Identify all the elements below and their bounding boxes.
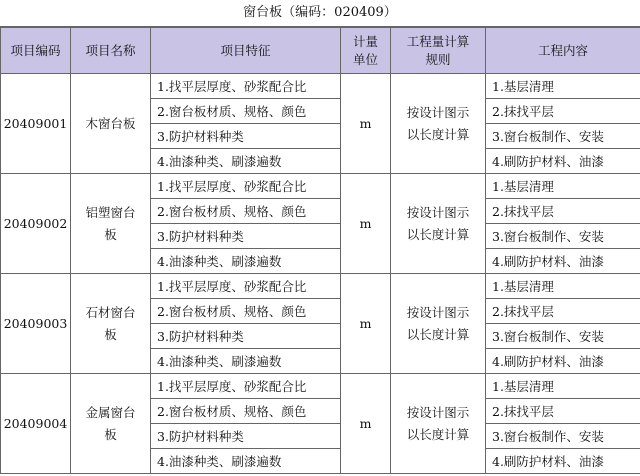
- item-code: 20409003: [1, 274, 71, 374]
- item-name-line1: 木窗台板: [85, 115, 136, 131]
- header-rule-line1: 工程量计算: [406, 33, 470, 49]
- item-feature: 4.油漆种类、刷漆遍数: [151, 449, 341, 474]
- item-feature: 3.防护材料种类: [151, 424, 341, 449]
- item-feature: 2.窗台板材质、规格、颜色: [151, 299, 341, 324]
- item-content: 1.基层清理: [486, 374, 640, 399]
- item-rule: [391, 74, 486, 174]
- item-feature: 1.找平层厚度、砂浆配合比: [151, 74, 341, 99]
- item-name: [71, 74, 151, 174]
- item-rule-line2: 以长度计算: [406, 426, 470, 442]
- item-unit: m: [341, 274, 391, 374]
- item-name: [71, 274, 151, 374]
- item-feature: 1.找平层厚度、砂浆配合比: [151, 374, 341, 399]
- table-row: [1, 74, 640, 99]
- table-row: [1, 274, 640, 299]
- item-content: 4.刷防护材料、油漆: [486, 149, 640, 174]
- header-rule: [391, 28, 486, 74]
- item-feature: 2.窗台板材质、规格、颜色: [151, 199, 341, 224]
- item-content: 1.基层清理: [486, 174, 640, 199]
- header-unit-line1: 计量: [352, 33, 378, 49]
- item-content: 4.刷防护材料、油漆: [486, 249, 640, 274]
- item-rule-line2: 以长度计算: [406, 326, 470, 342]
- item-name: [71, 174, 151, 274]
- item-feature: 2.窗台板材质、规格、颜色: [151, 399, 341, 424]
- header-unit: [341, 28, 391, 74]
- header-content: 工程内容: [486, 28, 640, 74]
- item-rule: [391, 174, 486, 274]
- item-content: 4.刷防护材料、油漆: [486, 349, 640, 374]
- item-content: 3.窗台板制作、安装: [486, 324, 640, 349]
- item-content: 3.窗台板制作、安装: [486, 224, 640, 249]
- item-content: 1.基层清理: [486, 74, 640, 99]
- item-content: 3.窗台板制作、安装: [486, 424, 640, 449]
- item-feature: 4.油漆种类、刷漆遍数: [151, 249, 341, 274]
- item-rule: [391, 374, 486, 474]
- item-feature: 2.窗台板材质、规格、颜色: [151, 99, 341, 124]
- item-feature: 3.防护材料种类: [151, 224, 341, 249]
- item-name-line2: 板: [104, 426, 117, 442]
- table-row: [1, 374, 640, 399]
- item-rule: [391, 274, 486, 374]
- header-code: 项目编码: [1, 28, 71, 74]
- item-content: 1.基层清理: [486, 274, 640, 299]
- item-content: 3.窗台板制作、安装: [486, 124, 640, 149]
- item-content: 4.刷防护材料、油漆: [486, 449, 640, 474]
- item-feature: 4.油漆种类、刷漆遍数: [151, 149, 341, 174]
- item-name-line2: 板: [104, 226, 117, 242]
- item-feature: 3.防护材料种类: [151, 124, 341, 149]
- item-content: 2.抹找平层: [486, 99, 640, 124]
- item-rule-line2: 以长度计算: [406, 226, 470, 242]
- item-unit: m: [341, 74, 391, 174]
- header-row: [1, 28, 640, 74]
- header-unit-line2: 单位: [352, 51, 378, 67]
- item-content: 2.抹找平层: [486, 299, 640, 324]
- item-rule-line1: 按设计图示: [406, 204, 470, 220]
- item-code: 20409002: [1, 174, 71, 274]
- item-name: [71, 374, 151, 474]
- spec-table: [0, 27, 640, 474]
- item-name-line1: 石材窗台: [85, 304, 136, 320]
- item-feature: 1.找平层厚度、砂浆配合比: [151, 174, 341, 199]
- item-unit: m: [341, 374, 391, 474]
- table-body: [1, 74, 640, 474]
- item-content: 2.抹找平层: [486, 199, 640, 224]
- item-rule-line2: 以长度计算: [406, 126, 470, 142]
- item-rule-line1: 按设计图示: [406, 104, 470, 120]
- item-feature: 4.油漆种类、刷漆遍数: [151, 349, 341, 374]
- table-row: [1, 174, 640, 199]
- table-title: 窗台板（编码：020409）: [0, 0, 640, 27]
- header-name: 项目名称: [71, 28, 151, 74]
- item-code: 20409001: [1, 74, 71, 174]
- item-name-line2: 板: [104, 326, 117, 342]
- header-features: 项目特征: [151, 28, 341, 74]
- item-name-line1: 铝塑窗台: [85, 204, 136, 220]
- item-name-line1: 金属窗台: [85, 404, 136, 420]
- header-rule-line2: 规则: [425, 51, 451, 67]
- item-feature: 1.找平层厚度、砂浆配合比: [151, 274, 341, 299]
- item-content: 2.抹找平层: [486, 399, 640, 424]
- item-rule-line1: 按设计图示: [406, 304, 470, 320]
- item-rule-line1: 按设计图示: [406, 404, 470, 420]
- item-feature: 3.防护材料种类: [151, 324, 341, 349]
- item-unit: m: [341, 174, 391, 274]
- item-code: 20409004: [1, 374, 71, 474]
